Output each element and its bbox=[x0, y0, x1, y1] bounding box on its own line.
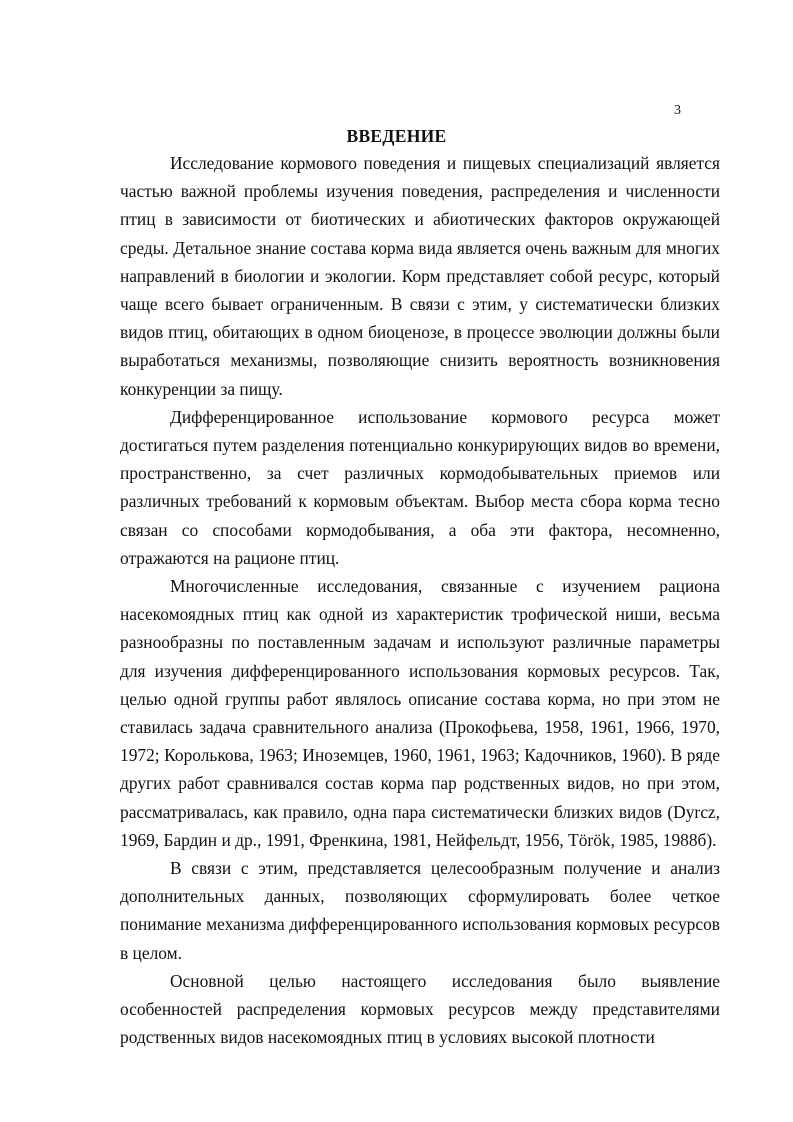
body-text bbox=[120, 149, 720, 1052]
paragraph-5: Основной целью настоящего исследования было выявление особенностей распределения кормовых ресурсов между представителями родственных видов насекомоядных птиц в условиях высокой плотности bbox=[120, 970, 720, 1048]
paragraph-4: В связи с этим, представляется целесообразным получение и анализ дополнительных данных, позволяющих сформулировать более четкое понимание механизма дифференцированного использования кормовых ресурсов в целом. bbox=[120, 858, 720, 963]
paragraph-2: Дифференцированное использование кормового ресурса может достигаться путем разделения потенциально конкурирующих видов во времени, пространственно, за счет различных кормодобывательных приемов или различных требований к кормовым объектам. Выбор места сбора корма тесно связан со способами кормодобывания, а оба эти фактора, несомненно, отражаются на рационе птиц. bbox=[120, 406, 720, 568]
page-number: 3 bbox=[674, 103, 681, 118]
section-heading: ВВЕДЕНИЕ bbox=[346, 126, 447, 146]
paragraph-1: Исследование кормового поведения и пищевых специализаций является частью важной проблемы изучения поведения, распределения и численности птиц в зависимости от биотических и абиотических факторов окружающей среды. Детальное знание состава корма вида является очень важным для многих направлений в биологии и экологии. Корм представляет собой ресурс, который чаще всего бывает ограниченным. В связи с этим, у систематически близких видов птиц, обитающих в одном биоценозе, в процессе эволюции должны были выработаться механизмы, позволяющие снизить вероятность возникновения конкуренции за пищу. bbox=[120, 153, 720, 399]
paragraph-3: Многочисленные исследования, связанные с изучением рациона насекомоядных птиц как одной из характеристик трофической ниши, весьма разнообразны по поставленным задачам и используют различные параметры для изучения дифференцированного использования кормовых ресурсов. Так, целью одной группы работ являлось описание состава корма, но при этом не ставилась задача сравнительного анализа (Прокофьева, 1958, 1961, 1966, 1970, 1972; Королькова, 1963; Иноземцев, 1960, 1961, 1963; Кадочников, 1960). В ряде других работ сравнивался состав корма пар родственных видов, но при этом, рассматривалась, как правило, одна пара систематически близких видов (Dyrcz, 1969, Бардин и др., 1991, Френкина, 1981, Нейфельдт, 1956, Török, 1985, 1988б). bbox=[120, 576, 720, 850]
